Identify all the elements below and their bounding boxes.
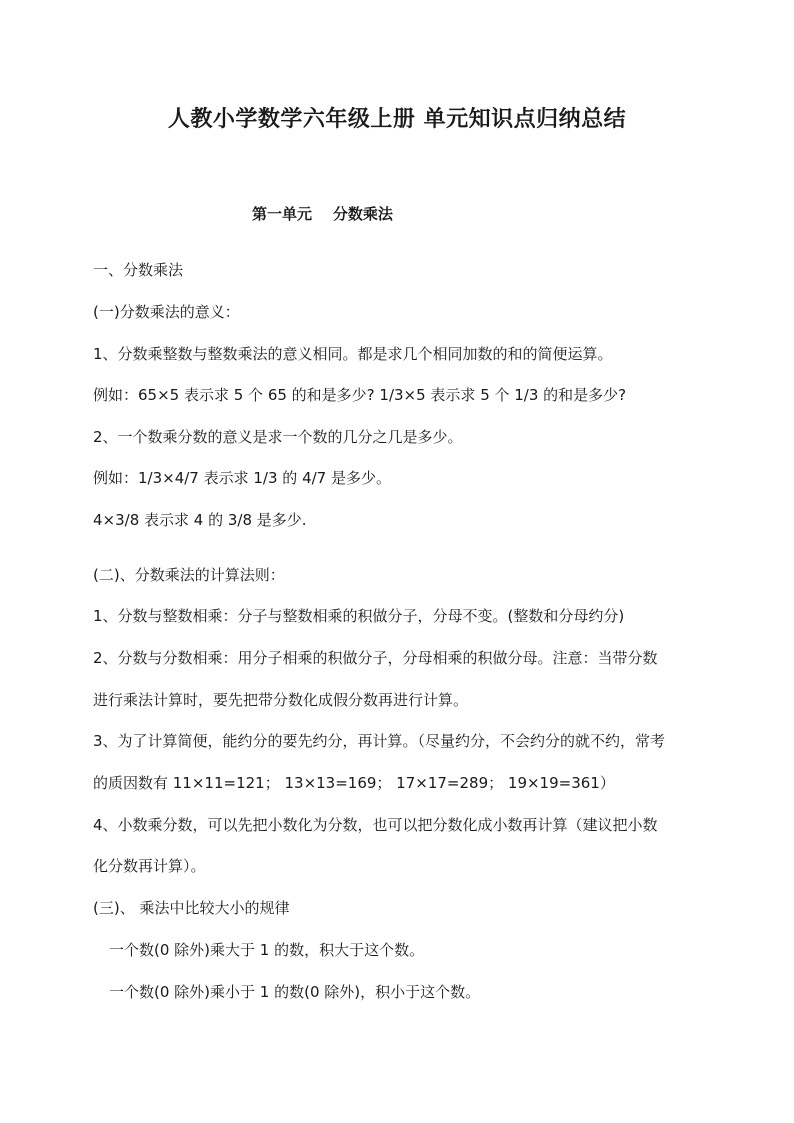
paragraph-line: 一个数(0 除外)乘小于 1 的数(0 除外)，积小于这个数。 xyxy=(109,983,481,1001)
paragraph-line: 2、一个数乘分数的意义是求一个数的几分之几是多少。 xyxy=(93,428,463,446)
subsection-heading-meaning: (一)分数乘法的意义： xyxy=(93,303,240,321)
unit-heading: 第一单元 分数乘法 xyxy=(252,205,393,223)
document-title: 人教小学数学六年级上册 单元知识点归纳总结 xyxy=(167,107,627,132)
paragraph-line: 进行乘法计算时，要先把带分数化成假分数再进行计算。 xyxy=(93,691,469,709)
paragraph-line: 1、分数乘整数与整数乘法的意义相同。都是求几个相同加数的和的简便运算。 xyxy=(93,345,613,363)
example-line: 例如：65×5 表示求 5 个 65 的和是多少? 1/3×5 表示求 5 个 1/3 的和是多少? xyxy=(93,386,627,404)
paragraph-line: 1、分数与整数相乘：分子与整数相乘的积做分子，分母不变。(整数和分母约分) xyxy=(93,607,625,625)
paragraph-line: 化分数再计算）。 xyxy=(93,857,206,875)
subsection-heading-rules: (二)、分数乘法的计算法则： xyxy=(93,566,285,584)
paragraph-line: 3、为了计算简便，能约分的要先约分，再计算。（尽量约分，不会约分的就不约，常考 xyxy=(93,732,666,750)
example-line: 4×3/8 表示求 4 的 3/8 是多少. xyxy=(93,511,307,529)
paragraph-line: 4、小数乘分数，可以先把小数化为分数，也可以把分数化成小数再计算（建议把小数 xyxy=(93,816,658,834)
paragraph-line: 的质因数有 11×11=121； 13×13=169； 17×17=289； 19×19=361） xyxy=(93,774,615,792)
paragraph-line: 2、分数与分数相乘：用分子相乘的积做分子，分母相乘的积做分母。注意：当带分数 xyxy=(93,649,658,667)
subsection-heading-comparison: (三)、 乘法中比较大小的规律 xyxy=(93,899,290,917)
example-line: 例如：1/3×4/7 表示求 1/3 的 4/7 是多少。 xyxy=(93,469,391,487)
paragraph-line: 一个数(0 除外)乘大于 1 的数，积大于这个数。 xyxy=(109,941,425,959)
section-heading-fraction-multiplication: 一、分数乘法 xyxy=(93,261,184,279)
